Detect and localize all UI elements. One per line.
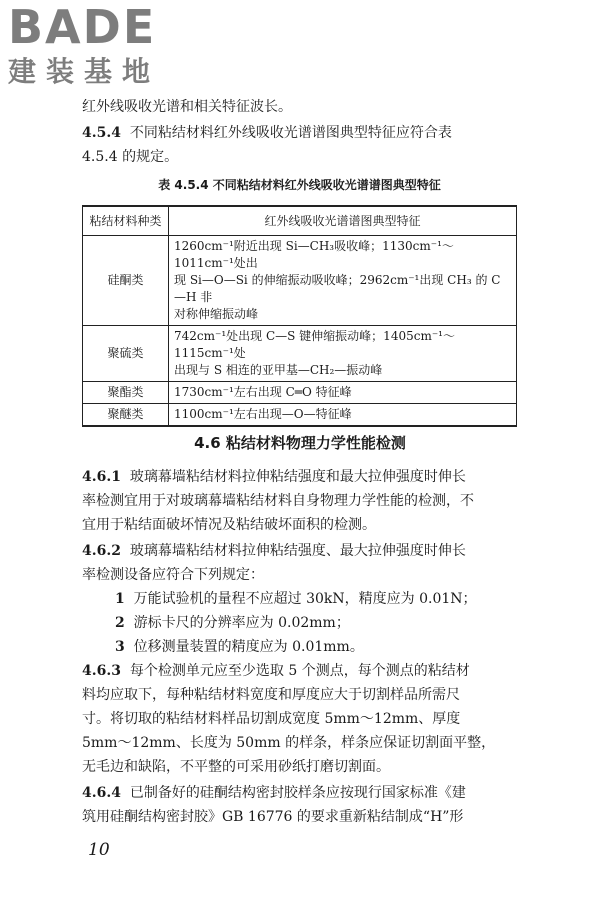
clause-text: 4.5.4 的规定。 [82, 149, 179, 165]
clause-number: 4.6.3 [82, 663, 121, 679]
table-header-row [83, 206, 517, 236]
table-cell-category: 硅酮类 [83, 236, 169, 326]
clause-text: 料均应取下，每种粘结材料宽度和厚度应大于切割样品所需尺 [82, 687, 460, 703]
clause-number: 4.6.2 [82, 543, 121, 559]
table-cell-category: 聚硫类 [83, 326, 169, 382]
table-cell-category: 聚醚类 [83, 404, 169, 427]
feature-line: 现 Si—O—Si 的伸缩振动吸收峰；2962cm⁻¹出现 CH₃ 的 C—H 非 [174, 273, 501, 304]
clause-number: 4.6.1 [82, 469, 121, 485]
feature-line: 742cm⁻¹处出现 C—S 键伸缩振动峰；1405cm⁻¹～1115cm⁻¹处 [174, 329, 455, 360]
list-item-number: 2 [115, 615, 125, 631]
clause-text: 玻璃幕墙粘结材料拉伸粘结强度和最大拉伸强度时伸长 [129, 469, 466, 485]
table-cell-feature [169, 236, 517, 326]
clause-text: 筑用硅酮结构密封胶》GB 16776 的要求重新粘结制成“H”形 [82, 809, 464, 825]
page-number: 10 [88, 840, 110, 860]
clause-text: 5mm～12mm、长度为 50mm 的样条，样条应保证切割面平整， [82, 735, 496, 751]
clause-number: 4.5.4 [82, 125, 121, 141]
clause-text: 率检测设备应符合下列规定： [82, 567, 264, 583]
logo-wordmark: BADE [8, 0, 157, 54]
clause-text: 寸。将切取的粘结材料样品切割成宽度 5mm～12mm、厚度 [82, 711, 461, 727]
feature-line: 对称伸缩振动峰 [174, 307, 259, 321]
feature-line: 1100cm⁻¹左右出现—O—特征峰 [174, 407, 352, 421]
column-header: 红外线吸收光谱谱图典型特征 [169, 206, 517, 236]
list-item-text: 位移测量装置的精度应为 0.01mm。 [133, 639, 364, 655]
clause-text: 已制备好的硅酮结构密封胶样条应按现行国家标准《建 [129, 785, 466, 801]
logo-chinese-name: 建装基地 [8, 55, 161, 88]
list-item [115, 588, 477, 610]
clause-4-6-1 [82, 466, 466, 488]
column-header: 粘结材料种类 [83, 206, 169, 236]
feature-line: 1730cm⁻¹左右出现 C═O 特征峰 [174, 385, 352, 399]
clause-text: 不同粘结材料红外线吸收光谱谱图典型特征应符合表 [129, 125, 452, 141]
table-row [83, 382, 517, 404]
feature-line: 1260cm⁻¹附近出现 Si—CH₃吸收峰；1130cm⁻¹～1011cm⁻¹处出 [174, 239, 454, 270]
clause-4-6-3 [82, 660, 470, 682]
table-cell-category: 聚酯类 [83, 382, 169, 404]
table-caption: 表 4.5.4 不同粘结材料红外线吸收光谱谱图典型特征 [158, 178, 441, 192]
table-cell-feature [169, 382, 517, 404]
infrared-spectrum-table [82, 205, 517, 427]
bade-logo [8, 2, 188, 94]
clause-text: 每个检测单元应至少选取 5 个测点，每个测点的粘结材 [129, 663, 470, 679]
table-row [83, 236, 517, 326]
clause-4-6-4 [82, 782, 466, 804]
clause-4-5-4 [82, 122, 452, 144]
clause-text: 率检测宜用于对玻璃幕墙粘结材料自身物理力学性能的检测，不 [82, 493, 474, 509]
table-cell-feature [169, 404, 517, 427]
intro-text: 红外线吸收光谱和相关特征波长。 [82, 99, 292, 115]
list-item [115, 612, 350, 634]
table-row [83, 326, 517, 382]
list-item [115, 636, 364, 658]
table-row [83, 404, 517, 427]
feature-line: 出现与 S 相连的亚甲基—CH₂—振动峰 [174, 363, 383, 377]
list-item-number: 3 [115, 639, 125, 655]
clause-number: 4.6.4 [82, 785, 121, 801]
clause-text: 无毛边和缺陷，不平整的可采用砂纸打磨切割面。 [82, 759, 390, 775]
list-item-text: 万能试验机的量程不应超过 30kN，精度应为 0.01N； [133, 591, 477, 607]
list-item-number: 1 [115, 591, 125, 607]
clause-4-6-2 [82, 540, 466, 562]
list-item-text: 游标卡尺的分辨率应为 0.02mm； [133, 615, 350, 631]
clause-text: 玻璃幕墙粘结材料拉伸粘结强度、最大拉伸强度时伸长 [129, 543, 466, 559]
clause-text: 宜用于粘结面破坏情况及粘结破坏面积的检测。 [82, 517, 376, 533]
section-heading: 4.6 粘结材料物理力学性能检测 [194, 434, 406, 452]
table-cell-feature [169, 326, 517, 382]
